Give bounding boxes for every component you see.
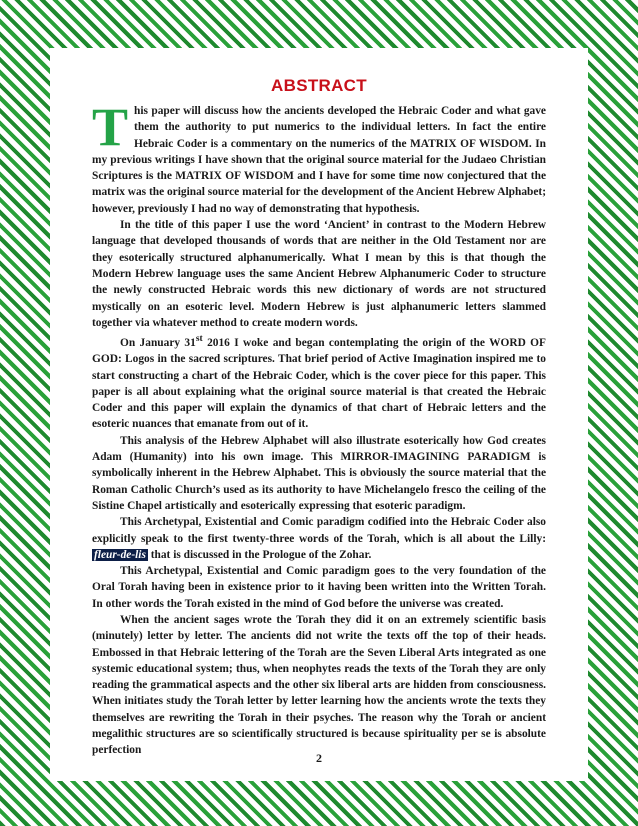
abstract-heading: ABSTRACT	[271, 76, 367, 95]
paragraph-3-text-b: 2016 I woke and began contemplating the origin of the WORD OF GOD: Logos in the sacred scriptures. That brief period of Active Imagination inspired me to start constructing a chart of the Hebraic Coder, which is the cover piece for this paper. This paper is all about explaining what the original source material is that created the Hebraic Coder and this paper will explain the dynamics of that chart of Hebraic letters and the esoteric nuances that emanate from out of it.	[92, 336, 546, 431]
paragraph-7: When the ancient sages wrote the Torah they did it on an extremely scientific basis (minutely) letter by letter. The ancients did not write the texts off the top of their heads. Embossed in that Hebraic lettering of the Torah are the Seven Liberal Arts integrated as one systemic educational system; thus, when neophytes reads the texts of the Torah they are only reading the grammatical aspects and the other six liberal arts are hidden from consciousness. When initiates study the Torah letter by letter learning how the ancients wrote the texts they themselves are rewriting the Torah in their psyches. The reason why the Torah or ancient megalithic structures are so scientifically structured is because spirituality per se is absolute perfection	[92, 614, 546, 757]
paragraph-3-text-a: On January 31	[120, 336, 196, 349]
paragraph-1-text: his paper will discuss how the ancients developed the Hebraic Coder and what gave them the authority to put numerics to the individual letters. In fact the entire Hebraic Coder is a commentary on the numerics of the MATRIX OF WISDOM. In my previous writings I have shown that the original source material for the Judaeo Christian Scriptures is the MATRIX OF WISDOM and I have for some time now conjectured that the matrix was the original source material for the development of the Ancient Hebrew Alphabet; however, previously I had no way of demonstrating that hypothesis.	[92, 105, 546, 215]
paragraph-2: In the title of this paper I use the word ‘Ancient’ in contrast to the Modern Hebrew language that developed thousands of words that are neither in the Old Testament nor are they esoterically structured alphanumerically. What I mean by this is that though the Modern Hebrew language uses the same Ancient Hebrew Alphanumeric Coder to structure the newly constructed Hebraic words this new dictionary of words are not structured mystically on an esoteric level. Modern Hebrew is just alphanumeric letters slammed together via whatever method to create modern words.	[92, 219, 546, 329]
highlighted-term: fleur-de-lis	[94, 548, 146, 561]
drop-cap: T	[92, 97, 129, 157]
page-number: 2	[316, 751, 322, 765]
paragraph-6: This Archetypal, Existential and Comic paradigm goes to the very foundation of the Oral Torah having been in existence prior to it having been written into the Written Torah. In other words the Torah existed in the mind of God before the universe was created.	[92, 565, 546, 610]
abstract-body	[92, 97, 546, 759]
paragraph-1	[92, 97, 546, 217]
paragraph-5	[92, 514, 546, 563]
paragraph-4: This analysis of the Hebrew Alphabet will also illustrate esoterically how God creates Adam (Humanity) into his own image. This MIRROR-IMAGINING PARADIGM is symbolically inherent in the Hebrew Alphabet. This is obviously the source material that the Roman Catholic Church’s used as its authority to have Michelangelo fresco the ceiling of the Sistine Chapel artistically and esoterically expressing that esoteric paradigm.	[92, 434, 546, 512]
ordinal-suffix: st	[195, 334, 203, 345]
paragraph-5-text-a: This Archetypal, Existential and Comic paradigm codified into the Hebraic Coder also explicitly speak to the first twenty-three words of the Torah, which is all about the Lilly:	[92, 516, 546, 545]
paragraph-5-text-b: that is discussed in the Prologue of the Zohar.	[147, 548, 372, 561]
page-content	[50, 48, 588, 781]
paragraph-3	[92, 331, 546, 433]
